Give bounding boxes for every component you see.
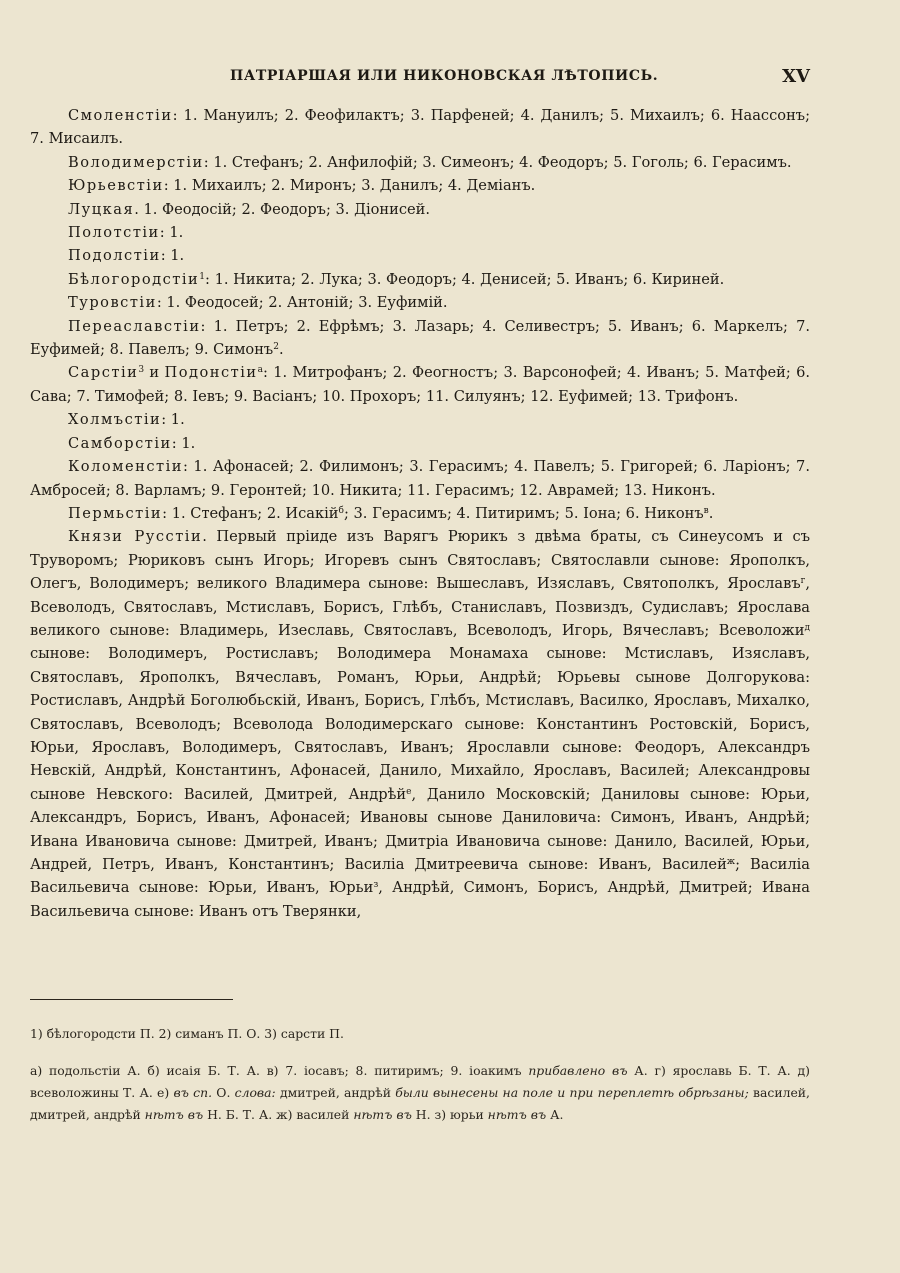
paragraph-sambor xyxy=(30,432,810,455)
paragraph-kolomna xyxy=(30,455,810,502)
see-name: Сарстіи xyxy=(68,364,139,382)
paragraph-kholm xyxy=(30,408,810,431)
paragraph-podolsk xyxy=(30,244,810,267)
footnote-italic: слова: xyxy=(234,1085,276,1100)
paragraph-text: , Всеволодъ, Святославъ, Мстиславъ, Борисъ, Глѣбъ, Станиславъ, Позвиздъ, Судиславъ; Ярослава великого сынове: Владимерь, Изеславь, Святославъ, Всеволодъ, Игорь, Вячеславъ; Всеволожи xyxy=(30,575,810,639)
footnote-marker: е xyxy=(406,786,412,797)
see-name: Холмъстіи xyxy=(68,411,162,429)
paragraph-text: : 1. Феодосей; 2. Антоній; 3. Еуфимій. xyxy=(156,294,448,312)
page-number: XV xyxy=(782,66,810,87)
paragraph-text: : 1. Афонасей; 2. Филимонъ; 3. Герасимъ; 4. Павелъ; 5. Григорей; 6. Ларіонъ; 7. Амбросей; 8. Варламъ; 9. Геронтей; 10. Никита; 11. Герасимъ; 12. Аврамей; 13. Никонъ. xyxy=(30,458,810,499)
see-name: Переаславстіи xyxy=(68,317,201,335)
footnote-text: О. xyxy=(212,1085,235,1100)
footnote-marker: г xyxy=(800,576,806,587)
footnote-marker: 1 xyxy=(199,271,206,282)
main-text xyxy=(30,104,810,923)
footnote-text: А. xyxy=(546,1107,564,1122)
paragraph-text: : 1. Михаилъ; 2. Миронъ; 3. Данилъ; 4. Деміанъ. xyxy=(163,177,536,195)
paragraph-text: : 1. xyxy=(160,247,185,265)
footnote-marker: ж xyxy=(726,857,736,867)
paragraph-text: . xyxy=(278,341,284,359)
see-name: Туровстіи xyxy=(68,294,157,312)
footnote-marker: 3 xyxy=(138,365,145,376)
paragraph-perm xyxy=(30,502,810,525)
paragraph-russian-princes xyxy=(30,525,810,923)
page-header xyxy=(30,66,810,94)
see-name: Луцкая xyxy=(68,200,135,218)
footnote-italic: нѣтъ въ xyxy=(144,1107,204,1122)
footnote-marker: а xyxy=(257,365,264,376)
see-name: Бѣлогородстіи xyxy=(68,270,200,288)
footnote-italic: въ сп. xyxy=(173,1085,213,1100)
running-title: ПАТРІАРШАЯ ИЛИ НИКОНОВСКАЯ ЛѢТОПИСЬ. xyxy=(230,68,659,84)
footnote-text: а) подольстіи А. б) исаія Б. Т. А. в) 7. іосавъ; 8. питиримъ; 9. іоакимъ xyxy=(30,1063,529,1078)
footnote-italic: были вынесены на поле и при переплетѣ обрѣзаны; xyxy=(395,1085,749,1100)
see-name: Юрьевстіи xyxy=(68,177,164,195)
paragraph-text: , Данило Московскій; Даниловы сынове: Юрьи, Александръ, Борисъ, Иванъ, Афонасей; Ивановы сынове Даниловича: Симонъ, Иванъ, Андрѣй; Ивана Ивановича сынове: Дмитрей, Иванъ; Дмитріа Ивановича сынове: Данило, Василей, Юрьи, Андрей, Петръ, Иванъ, Константинъ; Василіа Дмитреевича сынове: Иванъ, Василей xyxy=(30,785,811,873)
paragraph-text: : 1. xyxy=(159,224,184,242)
footnote-italic: нѣтъ въ xyxy=(353,1107,412,1122)
footnote-text: василей, дмитрей, андрѣй xyxy=(30,1085,810,1122)
numbered-footnotes: 1) бѣлогородсти П. 2) симанъ П. О. 3) сарсти П. xyxy=(30,1026,344,1041)
see-name: Подонстіи xyxy=(164,364,258,382)
paragraph-sarai xyxy=(30,361,810,408)
paragraph-text: . xyxy=(708,504,714,522)
section-name: Князи Русстіи xyxy=(68,528,203,546)
footnote-marker: 2 xyxy=(273,342,279,353)
paragraph-text: . Первый пріиде изъ Варягъ Рюрикъ з двѣма браты, съ Синеусомъ и съ Труворомъ; Рюриковъ сынъ Игорь; Игоревъ сынъ Святославъ; Святославли сынове: Ярополкъ, Олегъ, Володимеръ; великого Владимера сынове: Вышеславъ, Изяславъ, Святополкъ, Ярославъ xyxy=(30,528,810,593)
paragraph-text: : 1. Никита; 2. Лука; 3. Феодоръ; 4. Денисей; 5. Иванъ; 6. Кириней. xyxy=(205,270,725,288)
paragraph-smolensk xyxy=(30,104,810,151)
footnote-marker: д xyxy=(804,622,810,633)
paragraph-text: . 1. Феодосій; 2. Феодоръ; 3. Діонисей. xyxy=(134,200,431,218)
conjunction: и xyxy=(149,364,160,382)
paragraph-belgorod xyxy=(30,268,810,291)
lettered-footnotes xyxy=(30,1060,810,1126)
paragraph-text: ; Василіа Васильевича сынове: Юрьи, Иванъ, Юрьи xyxy=(30,856,810,897)
paragraph-polotsk xyxy=(30,221,810,244)
paragraph-text: : 1. Стефанъ; 2. Исакій xyxy=(162,504,339,522)
paragraph-text: ; 3. Герасимъ; 4. Питиримъ; 5. Іона; 6. Никонъ xyxy=(343,504,704,522)
footnote-text: дмитрей, андрѣй xyxy=(275,1085,396,1100)
see-name: Подолстіи xyxy=(68,247,161,265)
paragraph-text: : 1. Стефанъ; 2. Анфилофій; 3. Симеонъ; 4. Феодоръ; 5. Гоголь; 6. Герасимъ. xyxy=(203,153,792,171)
footnote-text: А. г) ярославь Б. Т. А. д) всеволожины Т. А. е) xyxy=(30,1063,810,1100)
footnotes xyxy=(30,1024,810,1126)
see-name: Полотстіи xyxy=(68,224,160,242)
see-name: Самборстіи xyxy=(68,434,172,452)
paragraph-yuryev xyxy=(30,174,810,197)
paragraph-turov xyxy=(30,291,810,314)
see-name: Коломенстіи xyxy=(68,458,183,476)
see-name: Пермьстіи xyxy=(68,504,163,522)
paragraph-pereyaslavl xyxy=(30,315,810,362)
paragraph-text: : 1. Петръ; 2. Ефрѣмъ; 3. Лазарь; 4. Селивестръ; 5. Иванъ; 6. Маркелъ; 7. Еуфимей; 8. Павелъ; 9. Симонъ xyxy=(30,317,810,359)
footnote-marker: в xyxy=(703,505,709,516)
footnote-italic: прибавлено въ xyxy=(528,1063,628,1078)
paragraph-text: : 1. Митрофанъ; 2. Феогностъ; 3. Варсонофей; 4. Иванъ; 5. Матфей; 6. Сава; 7. Тимофей; 8. Іевъ; 9. Васіанъ; 10. Прохоръ; 11. Силуянъ; 12. Еуфимей; 13. Трифонъ. xyxy=(30,364,811,405)
paragraph-vladimir xyxy=(30,151,810,174)
paragraph-text: сынове: Володимеръ, Ростиславъ; Володимера Монамаха сынове: Мстиславъ, Изяславъ, Святославъ, Ярополкъ, Вячеславъ, Романъ, Юрьи, Андрѣй; Юрьевы сынове Долгорукова: Ростиславъ, Андрѣй Боголюбьскій, Иванъ, Борисъ, Глѣбъ, Мстиславъ, Василко, Ярославъ, Михалко, Святославъ, Всеволодъ; Всеволода Володимерскаго сынове: Константинъ Ростовскій, Борисъ, Юрьи, Ярославъ, Володимеръ, Святославъ, Иванъ; Ярославли сынове: Феодоръ, Александръ Невскій, Андрѣй, Константинъ, Афонасей, Данило, Михайло, Ярославъ, Василей; Александровы сынове Невского: Василей, Дмитрей, Андрѣй xyxy=(30,645,810,803)
see-name: Смоленстіи xyxy=(68,107,173,124)
footnote-italic: нѣтъ въ xyxy=(487,1107,547,1122)
paragraph-text: , Андрѣй, Симонъ, Борисъ, Андрѣй, Дмитрей; Ивана Васильевича сынове: Иванъ отъ Тверянки, xyxy=(30,879,810,920)
footnote-marker: з xyxy=(373,880,379,891)
footnote-text: Н. Б. Т. А. ж) василей xyxy=(203,1107,354,1122)
paragraph-text: : 1. xyxy=(171,434,196,452)
paragraph-lutsk xyxy=(30,198,810,221)
footnote-text: Н. з) юрьи xyxy=(411,1107,488,1122)
footnote-divider xyxy=(30,999,233,1000)
paragraph-text: : 1. xyxy=(161,411,185,429)
footnote-marker: б xyxy=(338,505,344,516)
see-name: Володимерстіи xyxy=(68,153,204,171)
paragraph-text: : 1. Мануилъ; 2. Феофилактъ; 3. Парфеней; 4. Данилъ; 5. Михаилъ; 6. Наассонъ; 7. Мисаилъ. xyxy=(30,107,810,148)
